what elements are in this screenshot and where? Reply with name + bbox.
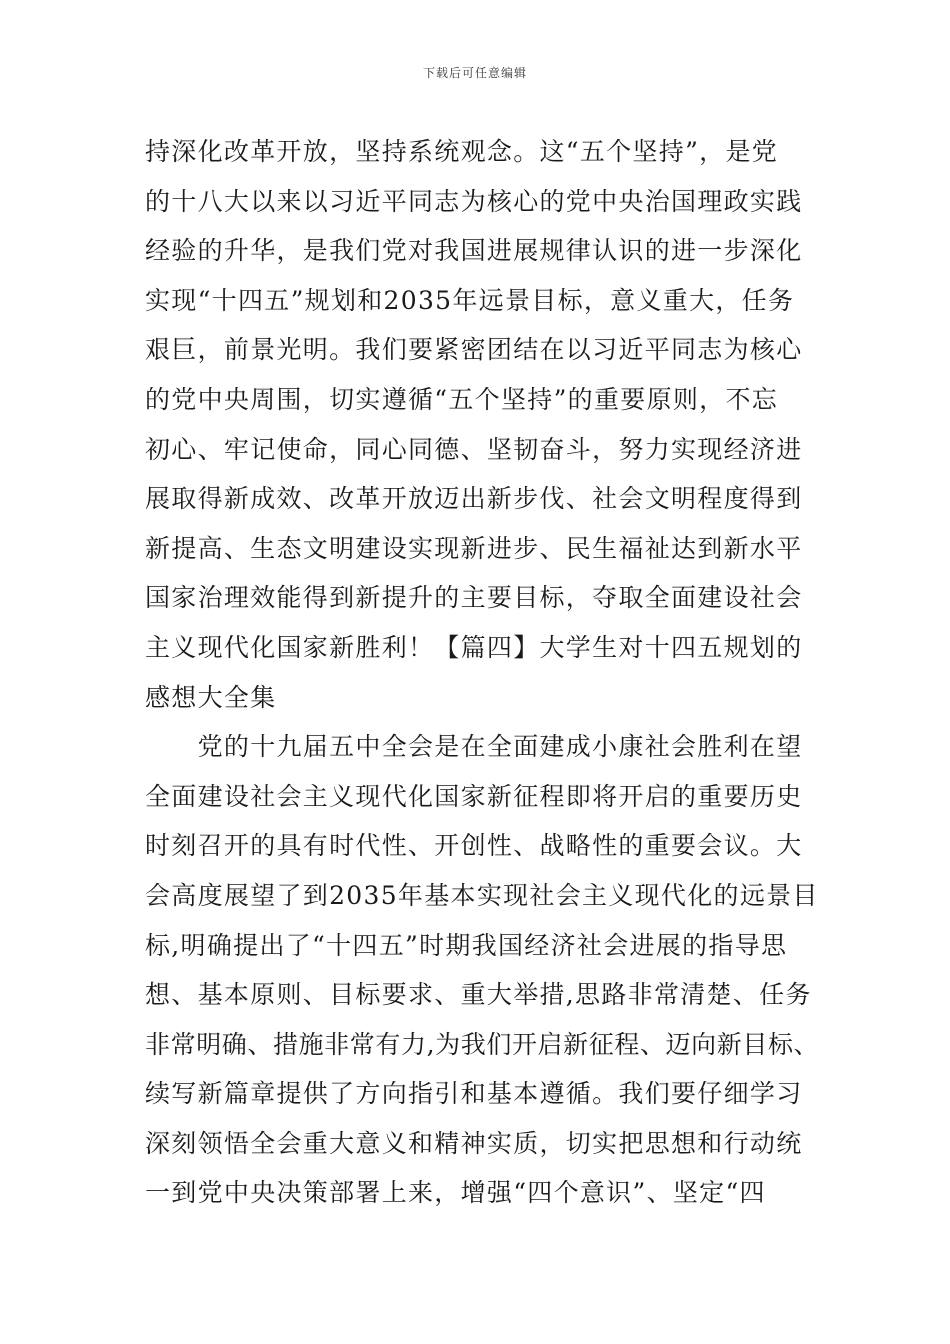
text-line: 的党中央周围，切实遵循“五个坚持”的重要原则，不忘: [145, 384, 779, 414]
text-line: 全面建设社会主义现代化国家新征程即将开启的重要历史: [145, 781, 803, 811]
text-line: 续写新篇章提供了方向指引和基本遵循。我们要仔细学习: [145, 1079, 803, 1109]
page-header: 下载后可任意编辑: [422, 66, 527, 80]
text-line: 党的十九届五中全会是在全面建成小康社会胜利在望: [145, 732, 803, 762]
text-line: 深刻领悟全会重大意义和精神实质，切实把思想和行动统: [145, 1128, 803, 1158]
text-line: 经验的升华，是我们党对我国进展规律认识的进一步深化: [145, 236, 803, 266]
text-line: 一到党中央决策部署上来，增强“四个意识”、坚定“四: [145, 1178, 766, 1208]
text-line: 初心、牢记使命，同心同德、坚韧奋斗，努力实现经济进: [145, 434, 803, 464]
text-line: 的十八大以来以习近平同志为核心的党中央治国理政实践: [145, 186, 803, 216]
text-line: 会高度展望了到2035年基本实现社会主义现代化的远景目: [145, 880, 819, 910]
text-line: 展取得新成效、改革开放迈出新步伐、社会文明程度得到: [145, 484, 803, 514]
text-line: 新提高、生态文明建设实现新进步、民生福祉达到新水平: [145, 533, 803, 563]
text-line: 主义现代化国家新胜利！【篇四】大学生对十四五规划的: [145, 632, 803, 662]
text-line: 艰巨，前景光明。我们要紧密团结在以习近平同志为核心: [145, 335, 803, 365]
text-line: 感想大全集: [145, 682, 277, 712]
text-line: 实现“十四五”规划和2035年远景目标，意义重大，任务: [145, 285, 795, 315]
text-line: 国家治理效能得到新提升的主要目标，夺取全面建设社会: [145, 583, 803, 613]
text-line: 持深化改革开放，坚持系统观念。这“五个坚持”，是党: [145, 137, 779, 166]
document-body: [145, 127, 821, 1218]
text-line: 时刻召开的具有时代性、开创性、战略性的重要会议。大: [145, 831, 803, 861]
text-line: 想、基本原则、目标要求、重大举措,思路非常清楚、任务: [145, 980, 812, 1010]
text-line: 非常明确、措施非常有力,为我们开启新征程、迈向新目标、: [145, 1029, 820, 1059]
text-line: 标,明确提出了“十四五”时期我国经济社会进展的指导思: [145, 930, 788, 960]
